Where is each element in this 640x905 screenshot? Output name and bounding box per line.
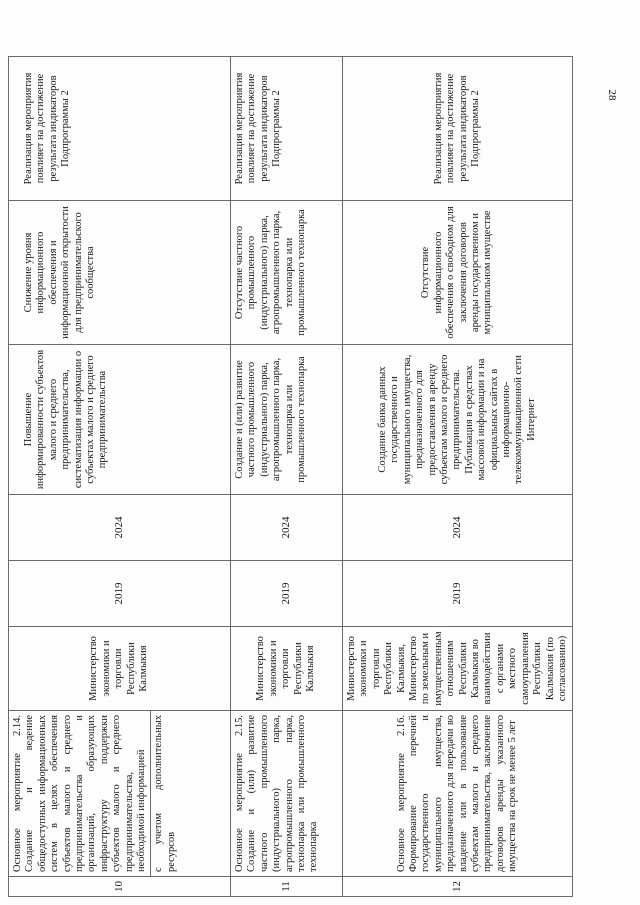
result-cell: Повышение информированности субъектов малого и среднего предпринимательства, систематизация информации о субъектах малого и среднего предпринимательства	[9, 345, 231, 495]
row-number: 10	[9, 877, 231, 897]
indicator-link-cell: Реализация мероприятия повлияет на достижение результата индикаторов Подпрограммы 2	[231, 57, 343, 201]
result-cell: Создание банка данных государственного и муниципального имущества, предназначенного для предоставления в аренду субъектам малого и среднего предпринимательства. Публикация в средствах массовой информации и на официальных сайтах в информационно-телекоммуникационной сети Интернет	[343, 345, 573, 495]
indicator-link-cell: Реализация мероприятия повлияет на достижение результата индикаторов Подпрограммы 2	[9, 57, 231, 201]
end-year-cell: 2024	[343, 495, 573, 561]
table-row	[343, 57, 573, 897]
table-row	[9, 57, 231, 897]
rotated-table-wrapper	[8, 57, 568, 897]
executor-cell: Министерство экономики и торговли Республики Калмыкия	[9, 627, 231, 711]
table-row	[231, 57, 343, 897]
consequence-cell: Отсутствие частного промышленного (индустриального) парка, агропромышленного парка, технопарка или промышленного технопарка	[231, 201, 343, 345]
indicator-link-cell: Реализация мероприятия повлияет на достижение результата индикаторов Подпрограммы 2	[343, 57, 573, 201]
page-number: 28	[606, 89, 618, 101]
end-year-cell: 2024	[231, 495, 343, 561]
executor-cell: Министерство экономики и торговли Республики Калмыкия	[231, 627, 343, 711]
row-number: 11	[231, 877, 343, 897]
event-cell: Основное мероприятие 2.15. Создание и (или) развитие частного промышленного (индустриального) парка, агропромышленного парка, технопарка или промышленного технопарка	[231, 711, 343, 877]
event-text: Основное мероприятие 2.14. Создание и ведение общедоступных информационных систем в целях обеспечения субъектов малого и среднего предпринимательства и организаций, образующих инфраструктуру поддержки субъектов малого и среднего предпринимательства, необходимой информацией	[12, 715, 148, 872]
start-year-cell: 2019	[231, 561, 343, 627]
event-cell: Основное мероприятие 2.16. Формирование перечней государственного и муниципального имущества, предназначенного для передачи во владение или в пользование субъектам малого и среднего предпринимательства, заключение договоров аренды указанного имущества на срок не менее 5 лет	[343, 711, 573, 877]
row-number: 12	[343, 877, 573, 897]
start-year-cell: 2019	[343, 561, 573, 627]
executor-cell: Министерство экономики и торговли Республики Калмыкия, Министерство по земельным и имущественным отношениям Республики Калмыкия во взаимодействии с органами местного самоуправления Республики Калмыкия (по согласованию)	[343, 627, 573, 711]
consequence-cell: Снижение уровня информационного обеспечения и информационной открытости для предпринимательского сообщества	[9, 201, 231, 345]
event-text-continuation: с учетом дополнительных ресурсов	[150, 711, 178, 876]
result-cell: Создание и (или) развитие частного промышленного (индустриального) парка, агропромышленного парка, технопарка или промышленного технопарка	[231, 345, 343, 495]
start-year-cell: 2019	[9, 561, 231, 627]
event-cell	[9, 711, 231, 877]
end-year-cell: 2024	[9, 495, 231, 561]
consequence-cell: Отсутствие информационного обеспечения о свободном для заключения договоров аренды государственном и муниципальном имуществе	[343, 201, 573, 345]
events-table	[8, 56, 573, 897]
